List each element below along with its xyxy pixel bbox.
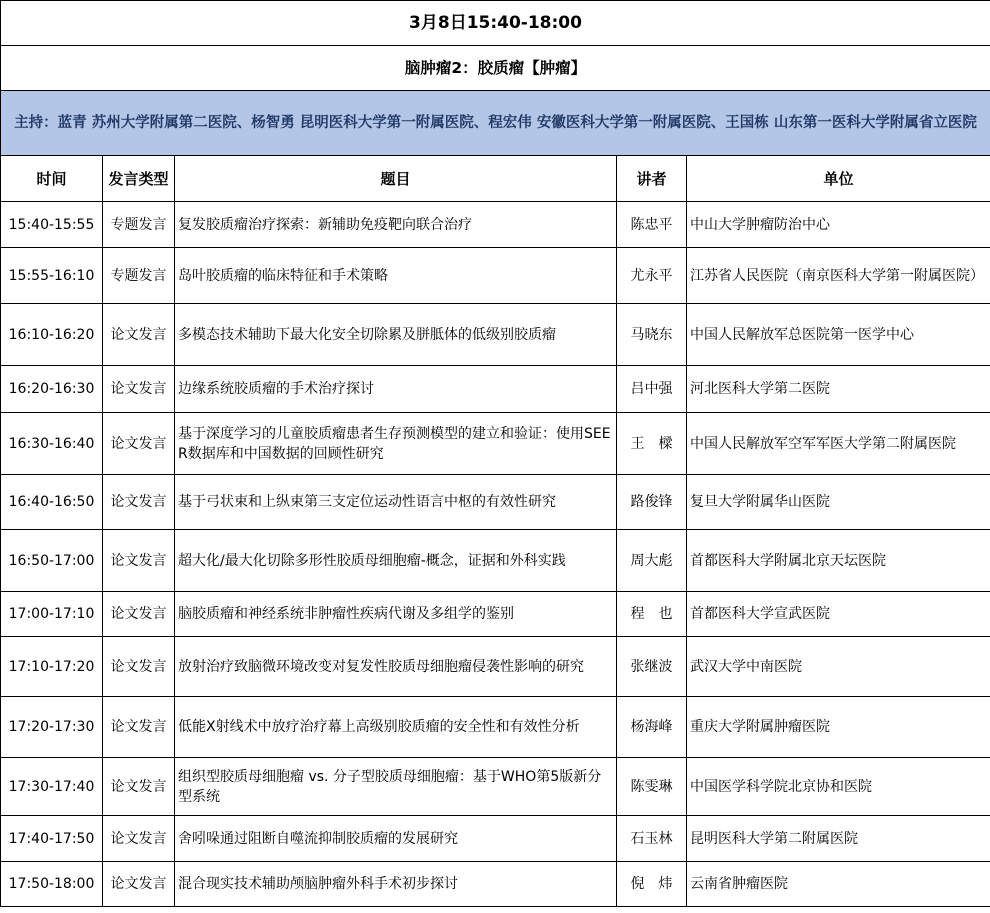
time-cell: 15:40-15:55: [1, 202, 103, 248]
speaker-cell: 尤永平: [617, 248, 687, 304]
institution-cell: 复旦大学附属华山医院: [687, 475, 990, 530]
speaker-cell: 石玉林: [617, 816, 687, 862]
table-row: [1, 816, 990, 862]
type-cell: 论文发言: [103, 475, 175, 530]
type-cell: 论文发言: [103, 304, 175, 366]
institution-cell: 中国人民解放军空军军医大学第二附属医院: [687, 413, 990, 475]
topic-cell: 混合现实技术辅助颅脑肿瘤外科手术初步探讨: [175, 862, 617, 907]
topic-cell: 组织型胶质母细胞瘤 vs. 分子型胶质母细胞瘤：基于WHO第5版新分型系统: [175, 758, 617, 816]
table-row: [1, 248, 990, 304]
column-header-time: 时间: [1, 156, 103, 202]
speaker-cell: 王 樑: [617, 413, 687, 475]
speaker-cell: 张继波: [617, 637, 687, 697]
institution-cell: 首都医科大学宣武医院: [687, 592, 990, 637]
time-cell: 17:40-17:50: [1, 816, 103, 862]
speaker-cell: 吕中强: [617, 366, 687, 413]
time-cell: 16:30-16:40: [1, 413, 103, 475]
time-cell: 17:50-18:00: [1, 862, 103, 907]
institution-cell: 昆明医科大学第二附属医院: [687, 816, 990, 862]
type-cell: 论文发言: [103, 366, 175, 413]
type-cell: 论文发言: [103, 862, 175, 907]
time-cell: 16:50-17:00: [1, 530, 103, 592]
hosts-row: [1, 91, 990, 156]
type-cell: 专题发言: [103, 202, 175, 248]
speaker-cell: 杨海峰: [617, 697, 687, 758]
institution-cell: 中山大学肿瘤防治中心: [687, 202, 990, 248]
table-row: [1, 475, 990, 530]
topic-cell: 放射治疗致脑微环境改变对复发性胶质母细胞瘤侵袭性影响的研究: [175, 637, 617, 697]
speaker-cell: 陈雯琳: [617, 758, 687, 816]
time-cell: 17:20-17:30: [1, 697, 103, 758]
type-cell: 论文发言: [103, 758, 175, 816]
institution-cell: 武汉大学中南医院: [687, 637, 990, 697]
topic-cell: 复发胶质瘤治疗探索：新辅助免疫靶向联合治疗: [175, 202, 617, 248]
speaker-cell: 陈忠平: [617, 202, 687, 248]
type-cell: 专题发言: [103, 248, 175, 304]
topic-cell: 低能X射线术中放疗治疗幕上高级别胶质瘤的安全性和有效性分析: [175, 697, 617, 758]
topic-cell: 超大化/最大化切除多形性胶质母细胞瘤-概念，证据和外科实践: [175, 530, 617, 592]
column-header-speaker: 讲者: [617, 156, 687, 202]
time-cell: 16:20-16:30: [1, 366, 103, 413]
type-cell: 论文发言: [103, 530, 175, 592]
table-row: [1, 697, 990, 758]
section-title: 脑肿瘤2：胶质瘤【肿瘤】: [1, 46, 990, 91]
institution-cell: 重庆大学附属肿瘤医院: [687, 697, 990, 758]
topic-cell: 舍吲哚通过阻断自噬流抑制胶质瘤的发展研究: [175, 816, 617, 862]
speaker-cell: 倪 炜: [617, 862, 687, 907]
topic-cell: 边缘系统胶质瘤的手术治疗探讨: [175, 366, 617, 413]
topic-cell: 脑胶质瘤和神经系统非肿瘤性疾病代谢及多组学的鉴别: [175, 592, 617, 637]
speaker-cell: 路俊锋: [617, 475, 687, 530]
type-cell: 论文发言: [103, 413, 175, 475]
date-header: 3月8日15:40-18:00: [1, 1, 990, 46]
institution-cell: 云南省肿瘤医院: [687, 862, 990, 907]
table-row: [1, 530, 990, 592]
time-cell: 16:10-16:20: [1, 304, 103, 366]
topic-cell: 岛叶胶质瘤的临床特征和手术策略: [175, 248, 617, 304]
time-cell: 17:00-17:10: [1, 592, 103, 637]
time-cell: 16:40-16:50: [1, 475, 103, 530]
time-cell: 17:30-17:40: [1, 758, 103, 816]
time-cell: 15:55-16:10: [1, 248, 103, 304]
table-row: [1, 637, 990, 697]
institution-cell: 首都医科大学附属北京天坛医院: [687, 530, 990, 592]
type-cell: 论文发言: [103, 592, 175, 637]
column-header-topic: 题目: [175, 156, 617, 202]
institution-cell: 中国人民解放军总医院第一医学中心: [687, 304, 990, 366]
table-row: [1, 202, 990, 248]
institution-cell: 中国医学科学院北京协和医院: [687, 758, 990, 816]
table-row: [1, 366, 990, 413]
table-row: [1, 592, 990, 637]
speaker-cell: 周大彪: [617, 530, 687, 592]
column-header-type: 发言类型: [103, 156, 175, 202]
column-header-institution: 单位: [687, 156, 990, 202]
hosts-text: 主持：蓝青 苏州大学附属第二医院、杨智勇 昆明医科大学第一附属医院、程宏伟 安徽医科大学第一附属医院、王国栋 山东第一医科大学附属省立医院: [1, 91, 990, 156]
table-row: [1, 304, 990, 366]
table-row: [1, 862, 990, 907]
type-cell: 论文发言: [103, 697, 175, 758]
institution-cell: 江苏省人民医院（南京医科大学第一附属医院）: [687, 248, 990, 304]
speaker-cell: 程 也: [617, 592, 687, 637]
topic-cell: 基于深度学习的儿童胶质瘤患者生存预测模型的建立和验证：使用SEER数据库和中国数据的回顾性研究: [175, 413, 617, 475]
time-cell: 17:10-17:20: [1, 637, 103, 697]
topic-cell: 基于弓状束和上纵束第三支定位运动性语言中枢的有效性研究: [175, 475, 617, 530]
type-cell: 论文发言: [103, 637, 175, 697]
table-row: [1, 413, 990, 475]
date-header-row: [1, 1, 990, 46]
section-title-row: [1, 46, 990, 91]
column-header-row: [1, 156, 990, 202]
table-row: [1, 758, 990, 816]
speaker-cell: 马晓东: [617, 304, 687, 366]
type-cell: 论文发言: [103, 816, 175, 862]
topic-cell: 多模态技术辅助下最大化安全切除累及胼胝体的低级别胶质瘤: [175, 304, 617, 366]
institution-cell: 河北医科大学第二医院: [687, 366, 990, 413]
